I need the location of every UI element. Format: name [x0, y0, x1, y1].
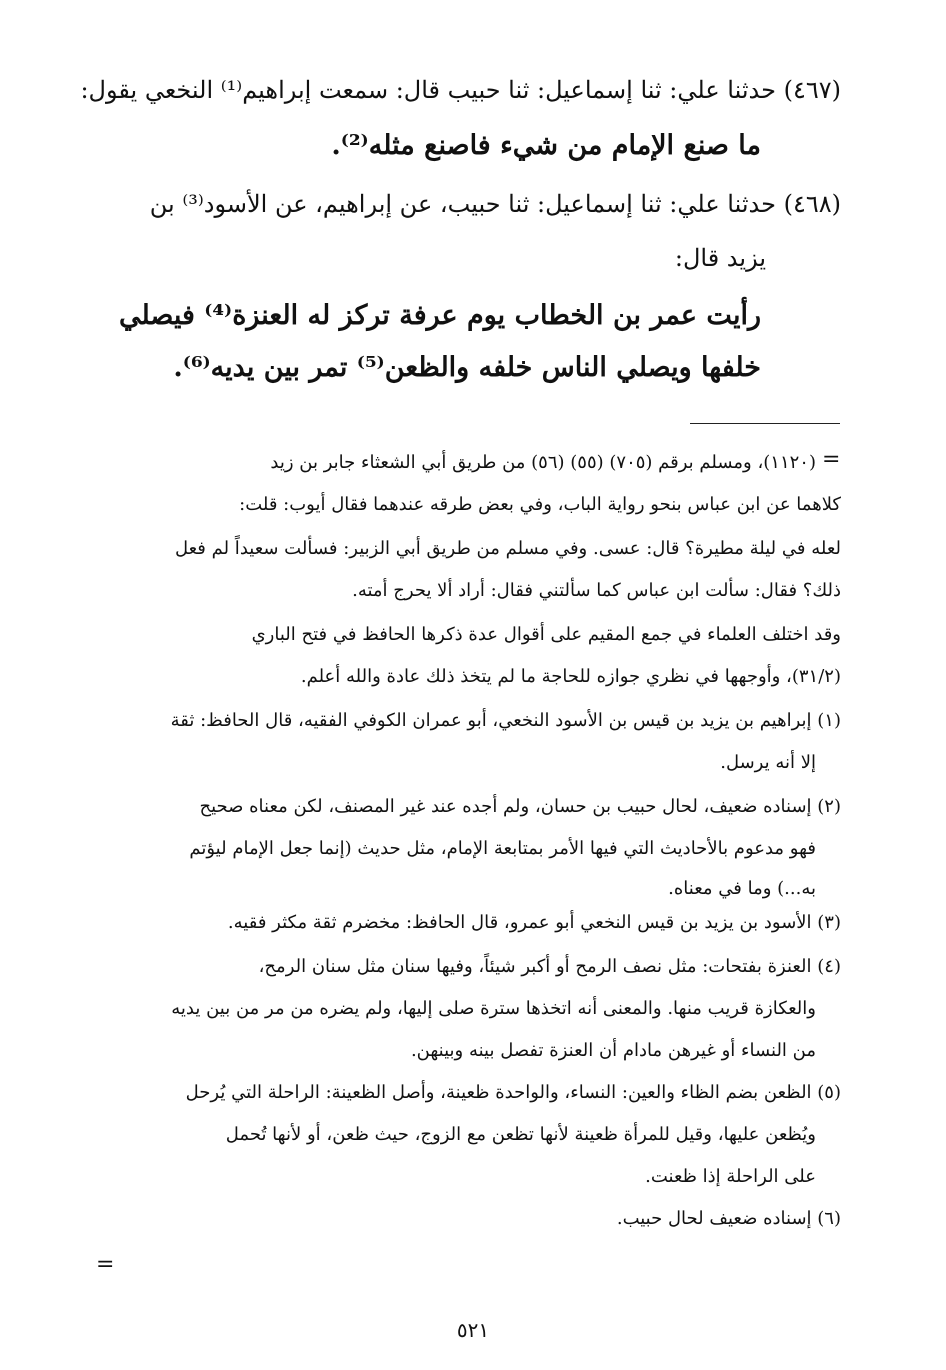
footnote-4-line-1: (٤) العنزة بفتحات: مثل نصف الرمح أو أكبر شيئاً، وفيها سنان مثل سنان الرمح،	[258, 956, 841, 977]
footnote-1-line-1: (١) إبراهيم بن يزيد بن قيس بن الأسود النخعي، أبو عمران الكوفي الفقيه، قال الحافظ: ثقة	[170, 710, 841, 731]
hadith-468-quote-1: رأيت عمر بن الخطاب يوم عرفة تركز له العنزة⁽⁴⁾ فيصلي	[118, 300, 761, 331]
footnote-5-line-2: ويُظعن عليها، وقيل للمرأة ظعينة لأنها تظعن مع الزوج، حيث ظعن، أو لأنها تُحمل	[225, 1124, 816, 1145]
footnote-2-line-2: فهو مدعوم بالأحاديث التي فيها الأمر بمتابعة الإمام، مثل حديث (إنما جعل الإمام ليؤتم	[189, 838, 816, 859]
footnote-6-line-1: (٦) إسناده ضعيف لحال حبيب.	[616, 1208, 841, 1229]
footnote-continuation-line-1: (١١٢٠)، ومسلم برقم (٧٠٥) (٥٥) (٥٦) من طريق أبي الشعثاء جابر بن زيد	[270, 452, 816, 473]
page-number: ٥٢١	[456, 1318, 490, 1342]
footnote-continuation-line-2: كلاهما عن ابن عباس بنحو رواية الباب، وفي بعض طرقه عندهما فقال أيوب: قلت:	[239, 494, 841, 515]
footnote-3-line-1: (٣) الأسود بن يزيد بن قيس النخعي أبو عمرو، قال الحافظ: مخضرم ثقة مكثر فقيه.	[227, 912, 841, 933]
hadith-467-quote: ما صنع الإمام من شيء فاصنع مثله⁽²⁾.	[331, 130, 761, 161]
hadith-468-line-2: يزيد قال:	[674, 244, 766, 272]
footnote-4-line-2: والعكازة قريب منها. والمعنى أنه اتخذها سترة صلى إليها، ولم يضره من مر من بين يديه	[171, 998, 816, 1019]
footnote-2-line-1: (٢) إسناده ضعيف، لحال حبيب بن حسان، ولم أجده عند غير المصنف، لكن معناه صحيح	[199, 796, 841, 817]
footnote-4-line-3: من النساء أو غيرهن مادام أن العنزة تفصل بينه وبينهن.	[410, 1040, 816, 1061]
footnote-continuation-line-5: وقد اختلف العلماء في جمع المقيم على أقوال عدة ذكرها الحافظ في فتح الباري	[251, 624, 841, 645]
footnote-2-line-3: به...) وما في معناه.	[668, 878, 816, 899]
footnote-continuation-line-3: لعله في ليلة مطيرة؟ قال: عسى. وفي مسلم من طريق أبي الزبير: فسألت سعيداً لم فعل	[174, 538, 841, 559]
hadith-468-line-1: (٤٦٨) حدثنا علي: ثنا إسماعيل: ثنا حبيب، عن إبراهيم، عن الأسود⁽³⁾ بن	[149, 190, 841, 218]
hadith-468-quote-2: خلفها ويصلي الناس خلفه والظعن⁽⁵⁾ تمر بين يديه⁽⁶⁾.	[173, 352, 761, 383]
continuation-mark-top: =	[822, 447, 841, 472]
footnote-separator	[690, 423, 840, 424]
footnote-5-line-1: (٥) الظعن بضم الظاء والعين: النساء، والواحدة ظعينة، وأصل الظعينة: الراحلة التي يُرحل	[185, 1082, 841, 1103]
footnote-continuation-line-4: ذلك؟ فقال: سألت ابن عباس كما سألتني فقال: أراد ألا يحرج أمته.	[352, 580, 841, 601]
hadith-467-line: (٤٦٧) حدثنا علي: ثنا إسماعيل: ثنا حبيب قال: سمعت إبراهيم⁽¹⁾ النخعي يقول:	[80, 76, 841, 104]
footnote-5-line-3: على الراحلة إذا ظعنت.	[645, 1166, 816, 1187]
continuation-mark-bottom: =	[96, 1252, 115, 1277]
footnote-1-line-2: إلا أنه يرسل.	[720, 752, 816, 773]
footnote-continuation-line-6: (٣١/٢)، وأوجهها في نظري جوازه للحاجة ما لم يتخذ ذلك عادة والله أعلم.	[300, 666, 841, 687]
